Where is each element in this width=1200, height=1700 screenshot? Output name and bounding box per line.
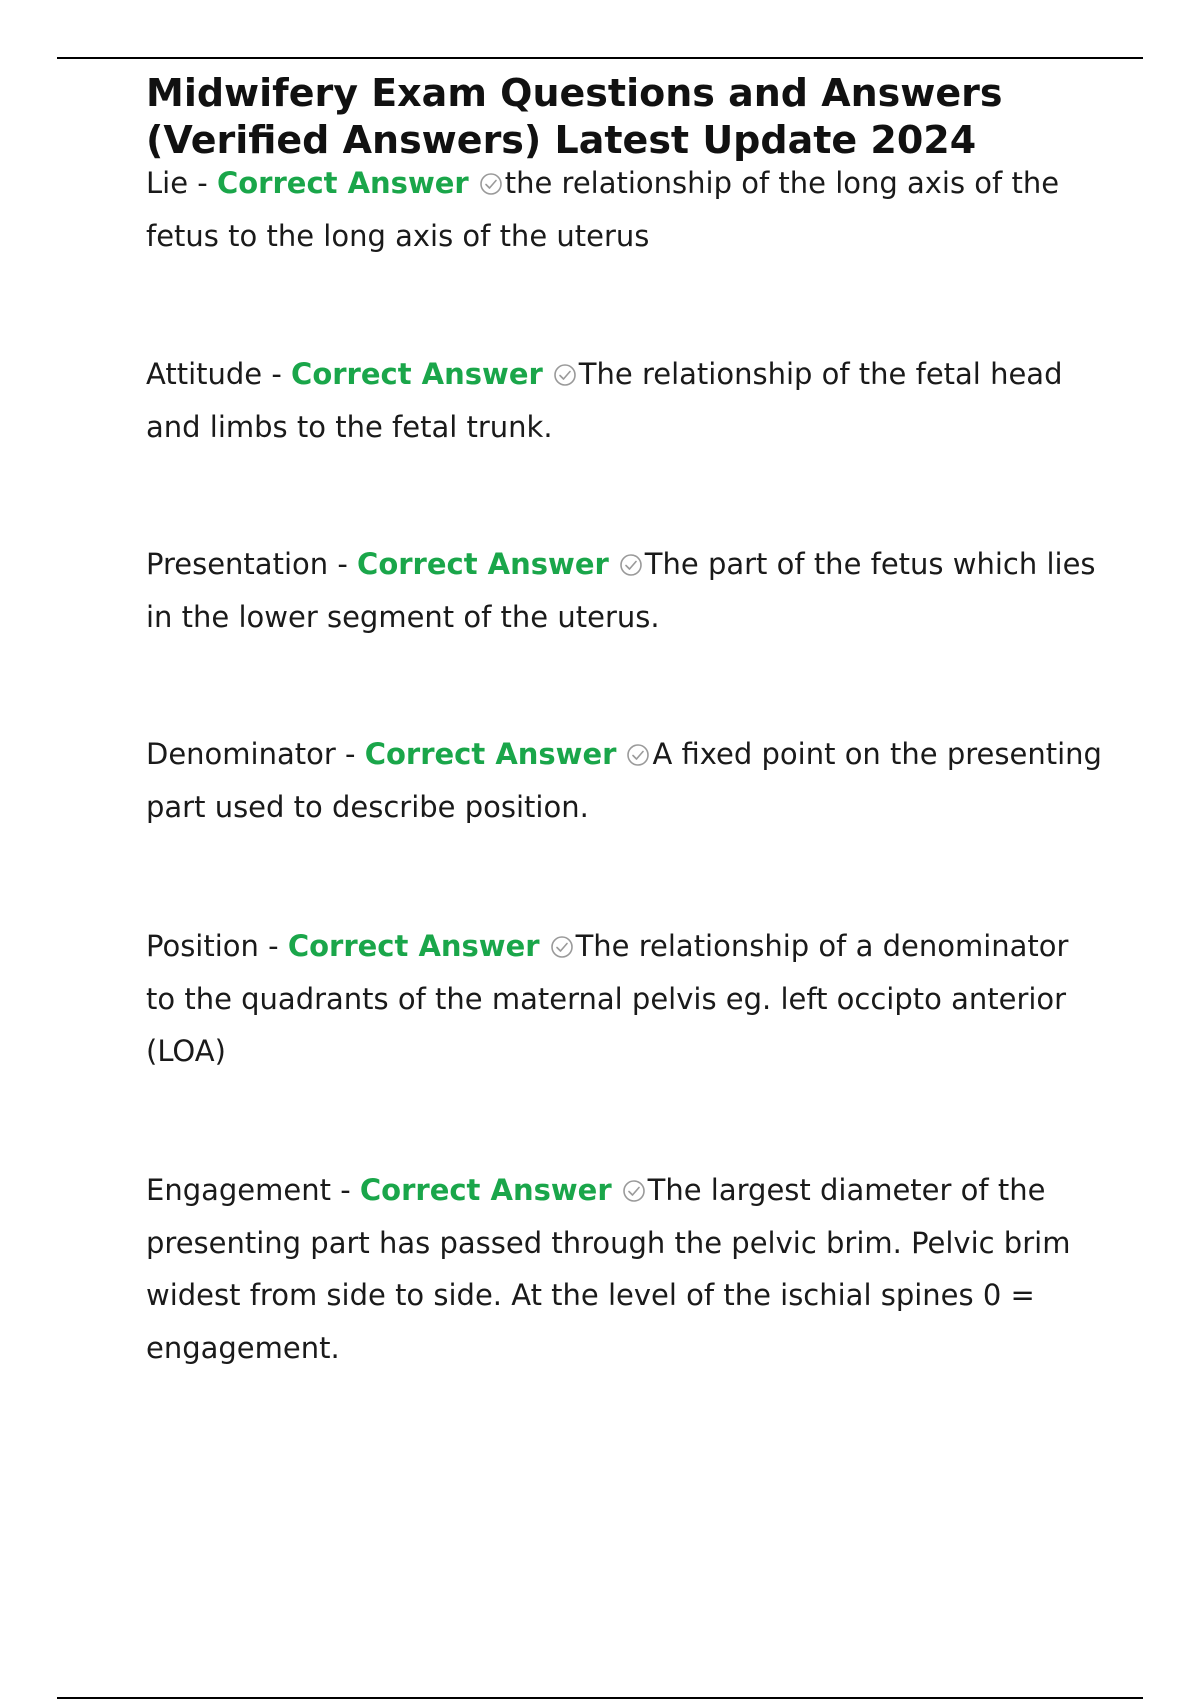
separator: - (258, 929, 288, 963)
document-title: Midwifery Exam Questions and Answers (Verified Answers) Latest Update 2024 (146, 71, 1003, 162)
check-circle-icon (619, 553, 643, 577)
separator: - (330, 1173, 360, 1207)
answer-text: the relationship of the long axis of the fetus to the long axis of the uterus (146, 166, 1060, 253)
term: Position (146, 929, 259, 963)
check-circle-icon (622, 1179, 646, 1203)
answer-text: The part of the fetus which lies in the lower segment of the uterus. (146, 547, 1096, 634)
correct-answer-label: Correct Answer (359, 1173, 612, 1207)
correct-answer-label: Correct Answer (364, 737, 617, 771)
answer-text: A fixed point on the presenting part used to describe position. (146, 737, 1102, 824)
qa-item-presentation (146, 538, 1106, 643)
correct-answer-label: Correct Answer (357, 547, 609, 581)
term: Lie (146, 166, 189, 200)
check-circle-icon (479, 172, 503, 196)
check-circle-icon (550, 935, 574, 959)
separator: - (188, 166, 217, 200)
term: Denominator (146, 737, 336, 771)
qa-item-denominator (146, 728, 1106, 833)
separator: - (328, 547, 358, 581)
answer-text: The largest diameter of the presenting part has passed through the pelvic brim. Pelvic brim widest from side to side. At the level of the ischial spines 0 = engagement. (146, 1173, 1071, 1365)
correct-answer-label: Correct Answer (291, 357, 543, 391)
correct-answer-label: Correct Answer (216, 166, 469, 200)
answer-text: The relationship of a denominator to the quadrants of the maternal pelvis eg. left occipto anterior (LOA) (146, 929, 1069, 1068)
qa-item-attitude (146, 348, 1106, 453)
separator: - (335, 737, 365, 771)
check-circle-icon (626, 743, 650, 767)
separator: - (262, 357, 292, 391)
answer-text: The relationship of the fetal head and limbs to the fetal trunk. (146, 357, 1063, 444)
check-circle-icon (553, 363, 577, 387)
term: Attitude (146, 357, 263, 391)
top-rule (57, 57, 1143, 59)
qa-item-position (146, 920, 1106, 1078)
qa-item-engagement (146, 1164, 1106, 1374)
qa-item-lie (146, 157, 1106, 262)
correct-answer-label: Correct Answer (287, 929, 540, 963)
bottom-rule (57, 1697, 1143, 1699)
term: Engagement (146, 1173, 331, 1207)
term: Presentation (146, 547, 329, 581)
